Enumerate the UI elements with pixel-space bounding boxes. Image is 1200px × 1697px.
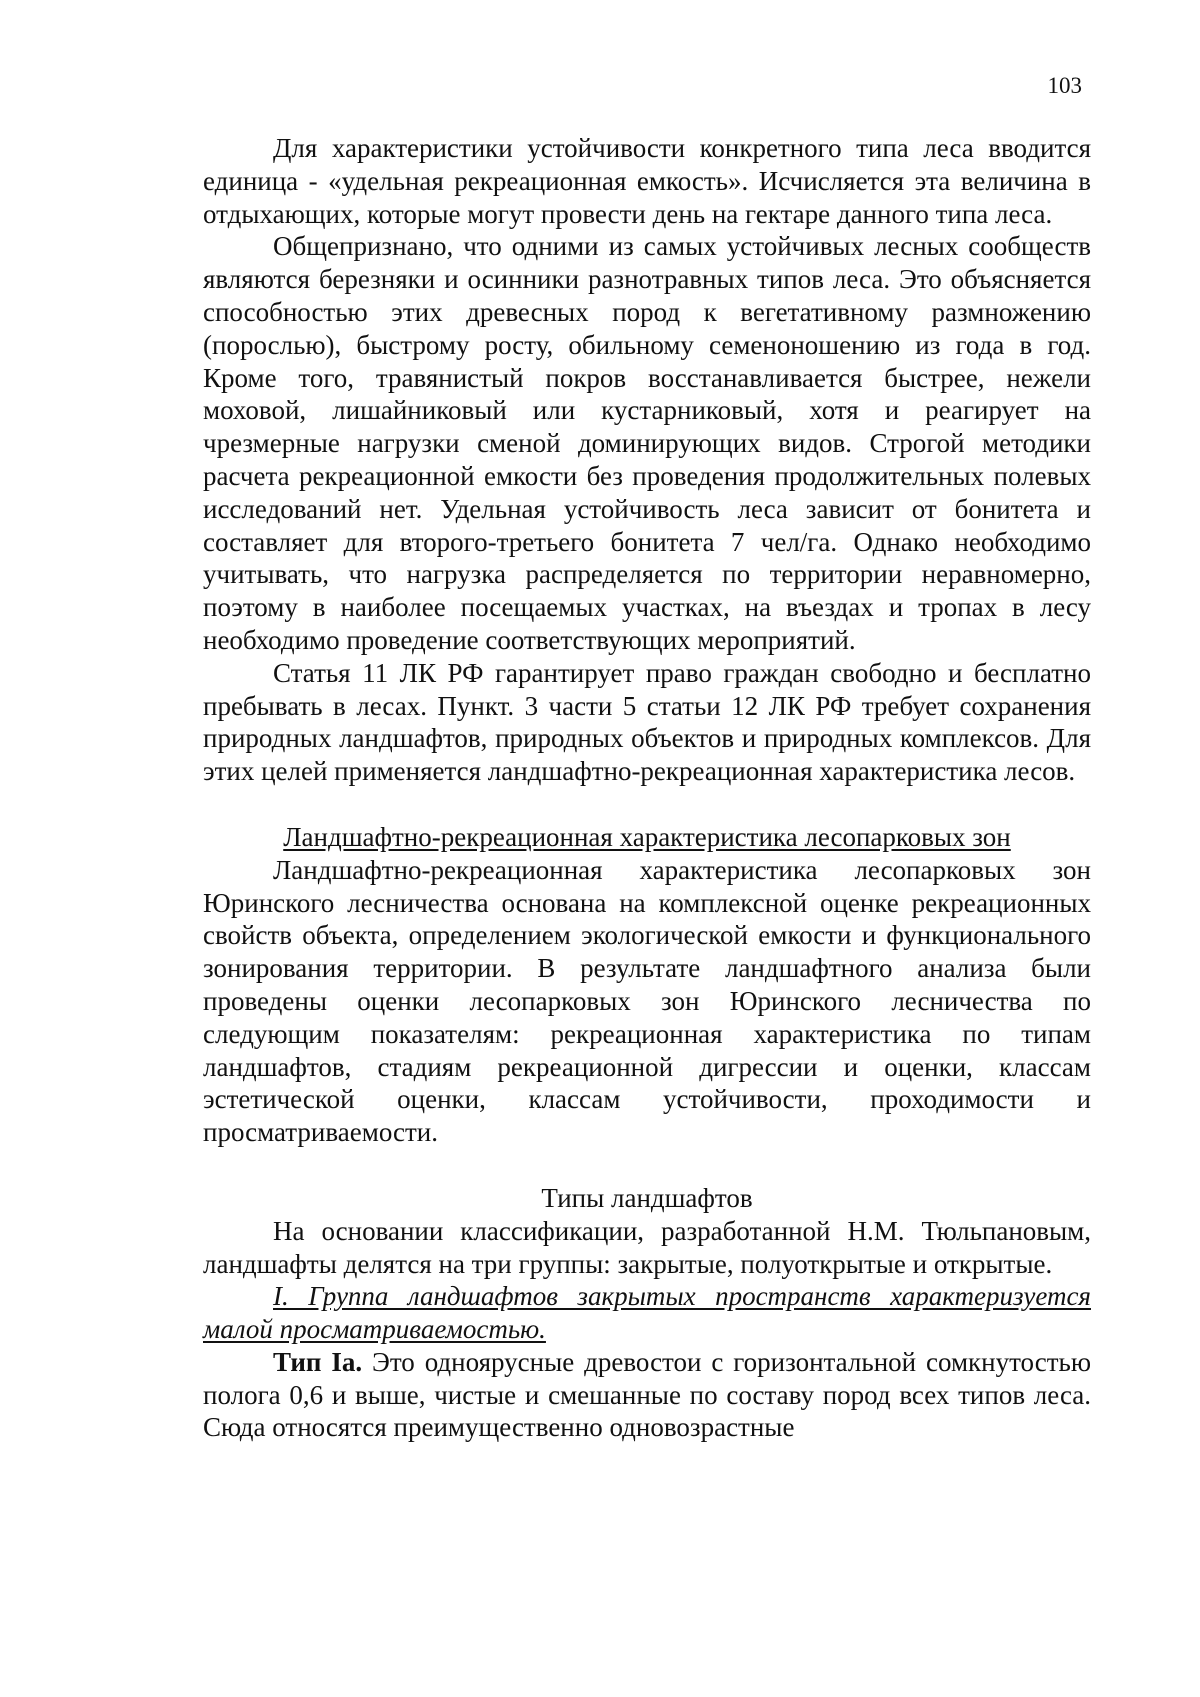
page-content: [203, 132, 1091, 1444]
paragraph-landscape-recreational: Ландшафтно-рекреационная характеристика лесопарковых зон Юринского лесничества основана на комплексной оценке рекреационных свойств объекта, определением экологической емкости и функционального зонирования территории. В результате ландшафтного анализа были проведены оценки лесопарковых зон Юринского лесничества по следующим показателям: рекреационная характеристика по типам ландшафтов, стадиям рекреационной дигрессии и оценки, классам эстетической оценки, классам устойчивости, проходимости и просматриваемости.: [203, 854, 1091, 1148]
section-spacer: [203, 1149, 1091, 1182]
type-label: Тип Iа.: [273, 1346, 363, 1377]
section-heading-landscape-recreational: Ландшафтно-рекреационная характеристика лесопарковых зон: [283, 821, 1011, 852]
section-spacer: [203, 788, 1091, 821]
group-title-closed-landscapes: I. Группа ландшафтов закрытых пространств характеризуется малой просматриваемостью.: [203, 1281, 1091, 1345]
type-description: Это одноярусные древостои с горизонтальной сомкнутостью полога 0,6 и выше, чистые и смешанные по составу пород всех типов леса. Сюда относятся преимущественно одновозрастные: [203, 1346, 1091, 1443]
paragraph-recreational-capacity: Для характеристики устойчивости конкретного типа леса вводится единица - «удельная рекреационная емкость». Исчисляется эта величина в отдыхающих, которые могут провести день на гектаре данного типа леса.: [203, 133, 1091, 229]
section-heading-landscape-types: Типы ландшафтов: [541, 1182, 753, 1213]
page-number: 103: [1047, 73, 1082, 98]
paragraph-classification: На основании классификации, разработанной Н.М. Тюльпановым, ландшафты делятся на три группы: закрытые, полуоткрытые и открытые.: [203, 1215, 1091, 1279]
paragraph-type-ia: [203, 1346, 1091, 1444]
paragraph-forest-code: Статья 11 ЛК РФ гарантирует право граждан свободно и бесплатно пребывать в лесах. Пункт. 3 части 5 статьи 12 ЛК РФ требует сохранения природных ландшафтов, природных объектов и природных комплексов. Для этих целей применяется ландшафтно-рекреационная характеристика лесов.: [203, 657, 1091, 787]
group-title-paragraph: [203, 1280, 1091, 1346]
paragraph-stable-communities: Общепризнано, что одними из самых устойчивых лесных сообществ являются березняки и осинники разнотравных типов леса. Это объясняется способностью этих древесных пород к вегетативному размножению (порослью), быстрому росту, обильному семеноношению из года в год. Кроме того, травянистый покров восстанавливается быстрее, нежели моховой, лишайниковый или кустарниковый, хотя и реагирует на чрезмерные нагрузки сменой доминирующих видов. Строгой методики расчета рекреационной емкости без проведения продолжительных полевых исследований нет. Удельная устойчивость леса зависит от бонитета и составляет для второго-третьего бонитета 7 чел/га. Однако необходимо учитывать, что нагрузка распределяется по территории неравномерно, поэтому в наиболее посещаемых участках, на въездах и тропах в лесу необходимо проведение соответствующих мероприятий.: [203, 231, 1091, 655]
